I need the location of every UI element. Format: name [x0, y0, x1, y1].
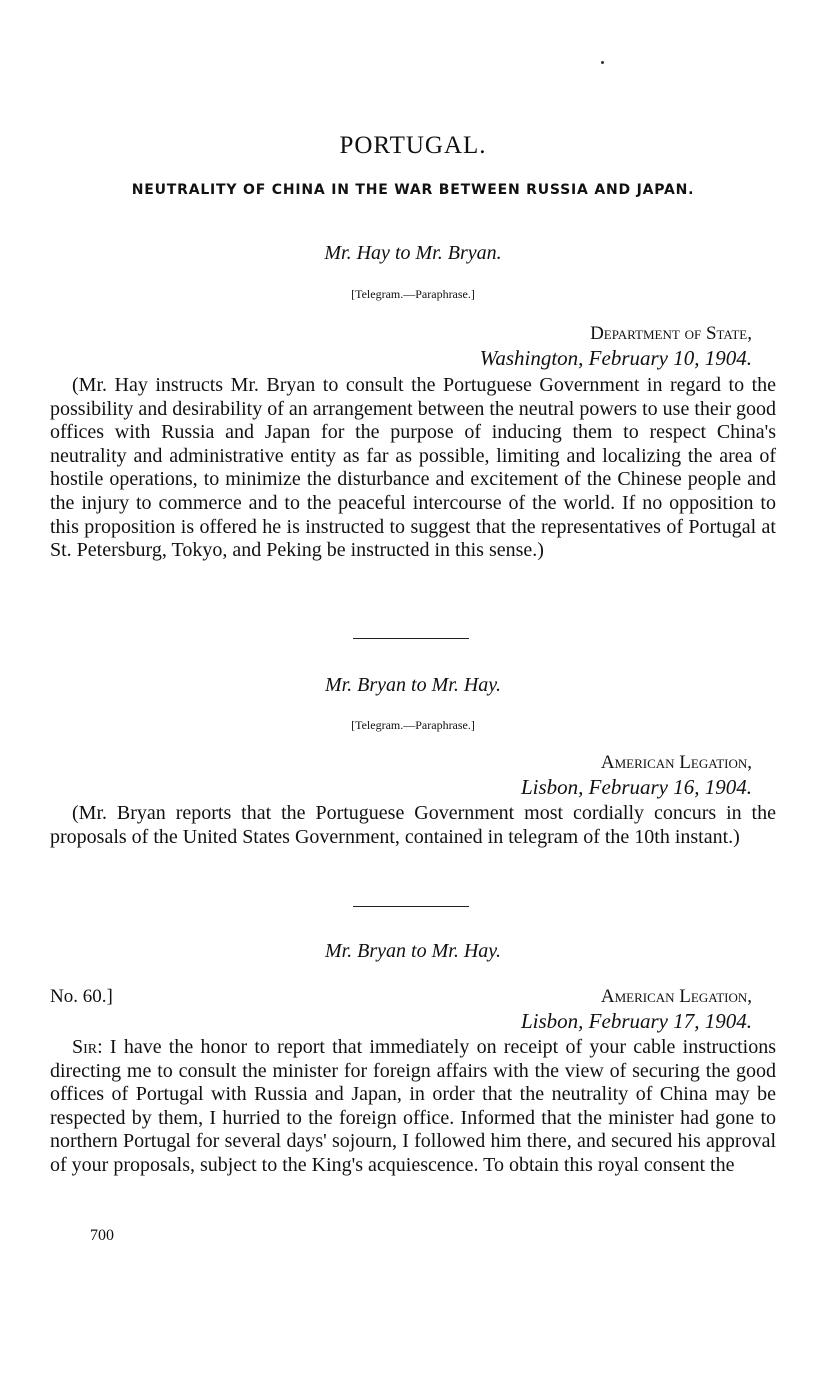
section-divider [353, 638, 469, 639]
doc2-date: Lisbon, February 16, 1904. [521, 775, 752, 799]
doc1-body: (Mr. Hay instructs Mr. Bryan to consult the Portuguese Government in regard to the possibility and desirability of an arrangement between the neutral powers to use their good offices with Russia and Japan for the purpose of inducing them to respect China's neutrality and administrative entity as far as possible, limiting and localizing the area of hostile operations, to minimize the disturbance and excitement of the Chinese people and the injury to commerce and to the peaceful intercourse of the world. If no opposition to this proposition is offered he is instructed to suggest that the representatives of Portugal at St. Petersburg, Tokyo, and Peking be instructed in this sense.) [50, 374, 776, 562]
doc3-place: American Legation, [600, 986, 752, 1007]
doc3-body [50, 1036, 776, 1178]
subject-heading: NEUTRALITY OF CHINA IN THE WAR BETWEEN RUSSIA AND JAPAN. [131, 182, 695, 198]
doc2-place-date [521, 751, 752, 799]
doc1-place: Department of State, [590, 323, 752, 344]
doc2-heading: Mr. Bryan to Mr. Hay. [324, 674, 502, 696]
country-title: PORTUGAL. [339, 132, 487, 159]
doc1-heading: Mr. Hay to Mr. Bryan. [324, 242, 502, 264]
doc3-number: No. 60.] [50, 986, 113, 1007]
doc3-salutation: Sir: [72, 1036, 103, 1058]
document-page [50, 0, 776, 1379]
page-number: 700 [90, 1227, 114, 1244]
doc1-date: Washington, February 10, 1904. [479, 346, 752, 370]
doc3-body-text: I have the honor to report that immediately on receipt of your cable instructions directing me to consult the minister for foreign affairs with the view of securing the good offices of Portugal with Russia and Japan, in order that the neutrality of China may be respected by them, I hurried to the foreign office. Informed that the minister had gone to northern Portugal for several days' sojourn, I followed him there, and secured his approval of your proposals, subject to the King's acquiescence. To obtain this royal consent the [50, 1036, 776, 1176]
doc2-telegram-tag: [Telegram.—Paraphrase.] [351, 718, 475, 732]
print-speck [601, 61, 604, 64]
section-divider [353, 906, 469, 907]
doc3-place-date [521, 985, 752, 1033]
doc1-place-date [480, 322, 752, 370]
doc3-date: Lisbon, February 17, 1904. [521, 1009, 752, 1033]
doc1-telegram-tag: [Telegram.—Paraphrase.] [351, 287, 475, 301]
doc2-place: American Legation, [600, 752, 752, 773]
doc2-body: (Mr. Bryan reports that the Portuguese Government most cordially concurs in the proposals of the United States Government, contained in telegram of the 10th instant.) [50, 802, 776, 848]
doc3-heading: Mr. Bryan to Mr. Hay. [324, 940, 502, 962]
